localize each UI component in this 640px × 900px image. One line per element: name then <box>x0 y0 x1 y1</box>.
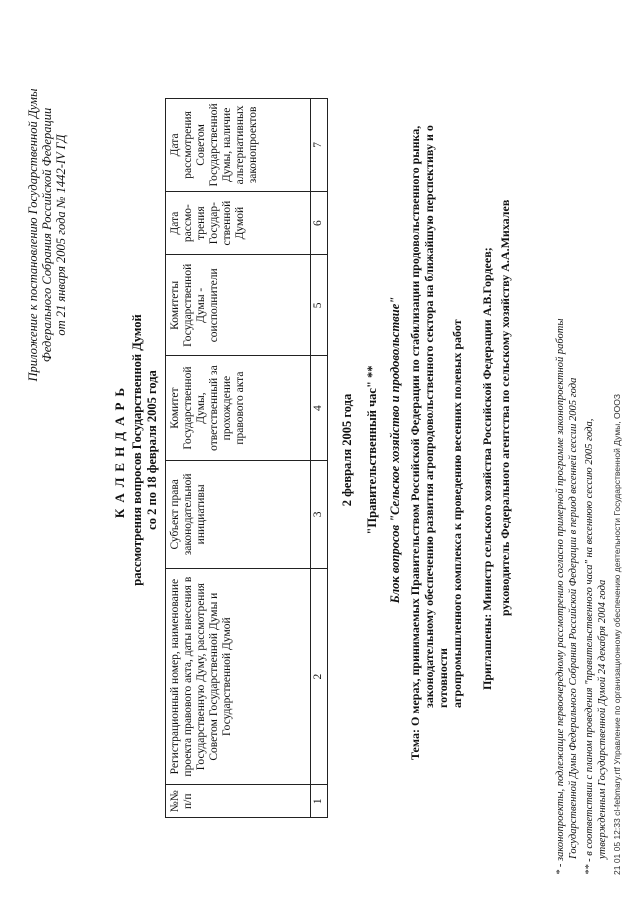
invited-line: руководитель Федерального агентства по сельскому хозяйству А.А.Михалев <box>498 199 512 616</box>
footnote-line: * - законопроекты, подлежащие первоочередному рассмотрению согласно примерной программе законопроектной работы <box>555 318 566 875</box>
topic-line: О мерах, принимаемых Правительством Российской Федерации по стабилизации продовольственного рынка, <box>408 125 422 727</box>
topic-label: Тема: <box>408 729 422 760</box>
subtitle-line: со 2 по 18 февраля 2005 года <box>145 370 159 530</box>
footnote-line: ** - в соответствии с планом проведения "правительственного часа" на весеннюю сессию 2005 года, <box>584 418 595 875</box>
header-cell-co-committees: Комитеты Государственной Думы - соисполнители <box>166 255 311 356</box>
calendar-table <box>165 98 328 818</box>
invited-label: Приглашены: <box>480 613 494 690</box>
column-number: 4 <box>311 356 328 461</box>
question-block-heading: Блок вопросов "Сельское хозяйство и продовольствие" <box>388 296 402 604</box>
footnote-line: Государственной Думы Федерального Собрания Российской Федерации в период весенней сессии 2005 года <box>568 377 579 859</box>
appendix-line: от 21 января 2005 года № 1442-IV ГД <box>54 134 68 336</box>
header-cell-committee: Комитет Государственной Думы, ответственный за прохождение правового акта <box>166 356 311 461</box>
appendix-line: Федерального Собрания Российской Федерации <box>40 107 54 363</box>
footnote-line: утвержденным Государственной Думой 24 декабря 2004 года <box>597 579 608 859</box>
invited-line: Министр сельского хозяйства Российской Федерации А.В.Гордеев; <box>480 247 494 611</box>
column-number: 7 <box>311 99 328 192</box>
government-hour-heading: "Правительственный час" ** <box>365 365 379 535</box>
appendix-note <box>26 50 68 420</box>
column-number: 1 <box>311 785 328 818</box>
document-title: КАЛЕНДАРЬ <box>112 381 127 519</box>
appendix-line: Приложение к постановлению Государственной Думы <box>26 88 40 382</box>
document-subtitle <box>130 0 160 900</box>
invited-section <box>478 50 514 690</box>
footnote-priority <box>554 15 580 875</box>
table-header-row <box>166 99 311 818</box>
footnotes <box>554 15 609 875</box>
header-cell-subject: Субъект права законодательной инициативы <box>166 460 311 568</box>
column-number: 3 <box>311 460 328 568</box>
topic-line: агропромышленного комплекса к проведению весенних полевых работ <box>450 319 464 708</box>
table-numbers-row <box>311 99 328 818</box>
header-cell-duma-date: Дата рассмо-трения Государ-ственной Думой <box>166 191 311 255</box>
header-cell-registration: Регистрационный номер, наименование проекта правового акта, даты внесения в Государственную Думу, рассмотрения Советом Государственной Думы и Государственной Думой <box>166 568 311 785</box>
topic-section <box>408 70 464 760</box>
header-cell-council-date: Дата рассмотрения Советом Государственной Думы, наличие альтернативных законопроектов <box>166 99 311 192</box>
header-cell-number: №№ п/п <box>166 785 311 818</box>
column-number: 6 <box>311 191 328 255</box>
topic-line: законодательному обеспечению развития агропродовольственного сектора на ближайшую перспективу и о готовности <box>422 125 450 708</box>
column-number: 2 <box>311 568 328 785</box>
footnote-government-hour <box>583 15 609 875</box>
session-date: 2 февраля 2005 года <box>340 393 354 507</box>
subtitle-line: рассмотрения вопросов Государственной Думой <box>130 314 144 586</box>
file-meta: 21 01 05 12:33 cl-febmary.rtf Управление по организационному обеспечению деятельности Государственной Думы, ОООЗ <box>612 394 622 875</box>
column-number: 5 <box>311 255 328 356</box>
